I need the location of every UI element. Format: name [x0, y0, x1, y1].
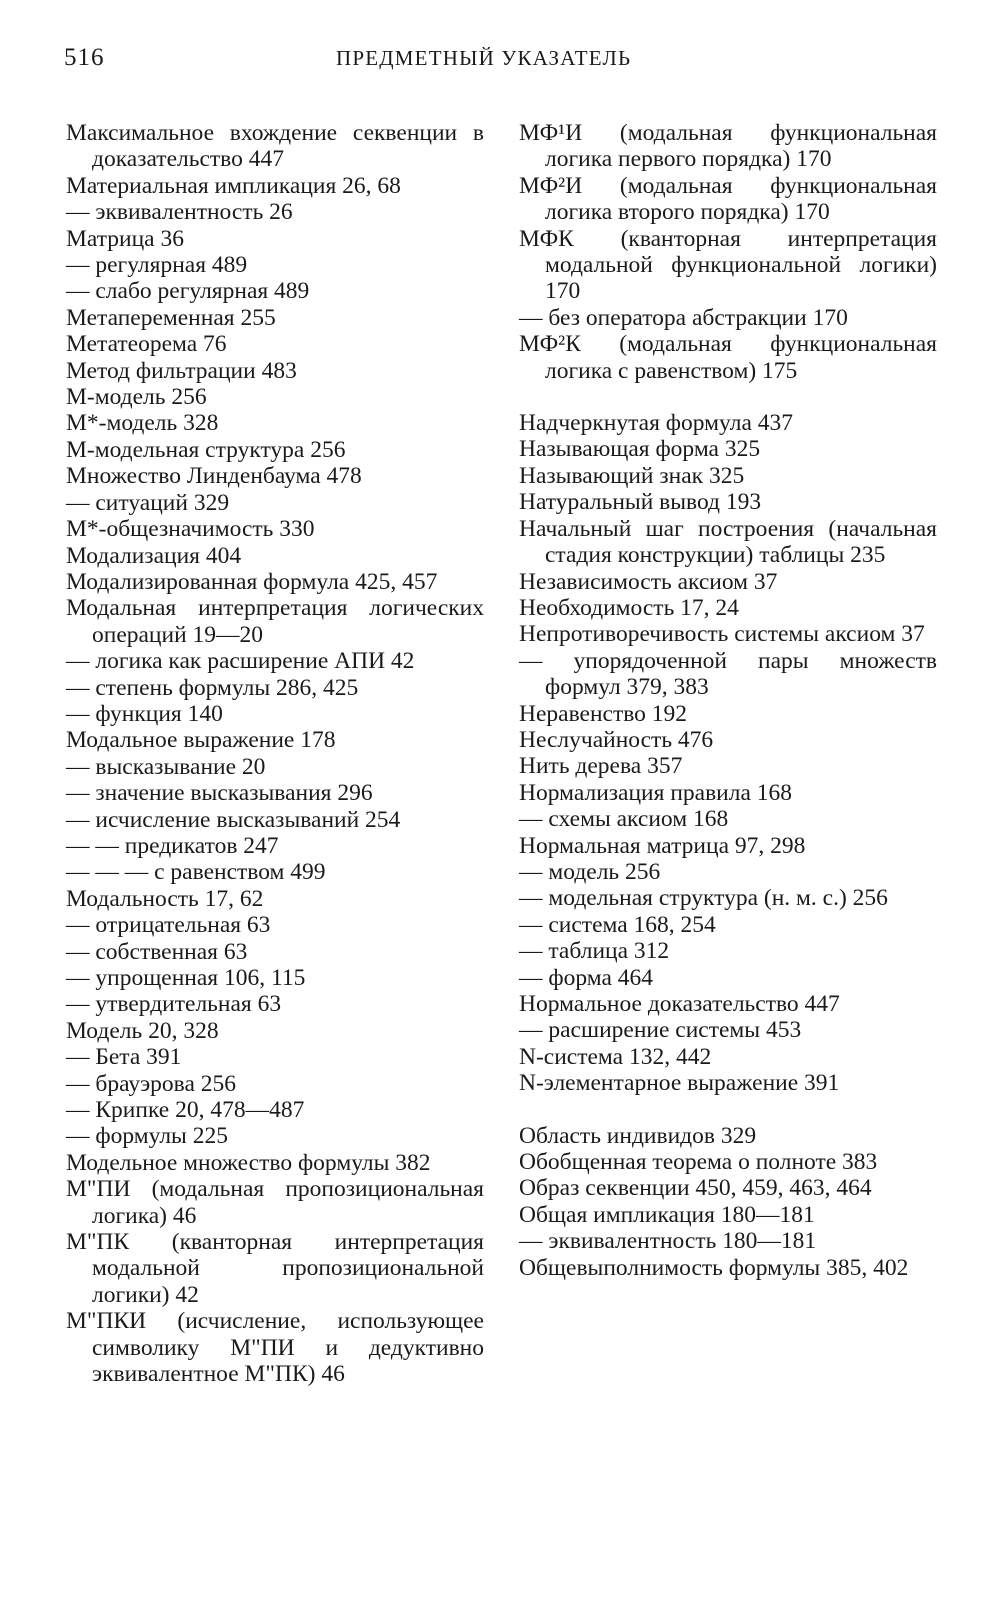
index-entry: Модализация 404: [66, 542, 242, 569]
index-entry: — высказывание 20: [66, 753, 266, 780]
index-entry: Надчеркнутая формула 437: [519, 410, 794, 437]
index-entry: Материальная импликация 26, 68: [66, 172, 401, 199]
index-entry: Модальная интерпретация логических операций 19—20: [66, 595, 484, 648]
index-entry: — — предикатов 247: [66, 832, 279, 859]
index-entry: M*-модель 328: [66, 410, 219, 437]
index-entry: МФ²К (модальная функциональная логика с равенством) 175: [519, 331, 937, 384]
index-entry: — таблица 312: [519, 938, 670, 965]
index-entry: — Бета 391: [66, 1044, 182, 1071]
index-entry: — модель 256: [519, 858, 661, 885]
index-entry: Общая импликация 180—181: [519, 1201, 815, 1228]
index-entry: Нормальная матрица 97, 298: [519, 832, 806, 859]
index-entry: M-модель 256: [66, 384, 207, 411]
index-entry: Модельное множество формулы 382: [66, 1149, 431, 1176]
index-entry: Матрица 36: [66, 225, 184, 252]
index-entry: Необходимость 17, 24: [519, 594, 739, 621]
index-entry: Метод фильтрации 483: [66, 357, 297, 384]
index-entry: M-модельная структура 256: [66, 436, 346, 463]
index-entry: — — — с равенством 499: [66, 859, 326, 886]
index-entry: N-элементарное выражение 391: [519, 1070, 840, 1097]
page-header: [64, 44, 944, 78]
index-entry: — упорядоченной пары множеств формул 379, 383: [519, 647, 937, 701]
index-entry: — система 168, 254: [519, 911, 716, 938]
index-entry: — степень формулы 286, 425: [66, 674, 359, 701]
index-entry: — схемы аксиом 168: [519, 806, 729, 833]
group-separator: [519, 1097, 937, 1123]
index-entry: Называющий знак 325: [519, 462, 745, 489]
index-entry: Область индивидов 329: [519, 1122, 757, 1149]
index-entry: Максимальное вхождение секвенции в доказательство 447: [66, 120, 484, 173]
index-entry: Модализированная формула 425, 457: [66, 568, 438, 595]
index-entry: Начальный шаг построения (начальная стадия конструкции) таблицы 235: [519, 515, 937, 569]
index-entry: М"ПИ (модальная пропозициональная логика) 46: [66, 1176, 484, 1229]
index-entry: N-система 132, 442: [519, 1043, 712, 1070]
page-number: 516: [64, 44, 105, 71]
running-head: ПРЕДМЕТНЫЙ УКАЗАТЕЛЬ: [336, 46, 632, 70]
index-entry: Модальное выражение 178: [66, 727, 336, 754]
index-entry: Общевыполнимость формулы 385, 402: [519, 1254, 909, 1281]
index-entry: М"ПК (кванторная интерпретация модальной пропозициональной логики) 42: [66, 1229, 484, 1308]
index-entry: M*-общезначимость 330: [66, 516, 315, 543]
index-entry: Называющая форма 325: [519, 436, 761, 463]
index-entry: МФК (кванторная интерпретация модальной функциональной логики) 170: [519, 225, 937, 305]
index-entry: — форма 464: [519, 964, 654, 991]
index-group-n: [519, 410, 937, 1097]
index-entry: М"ПКИ (исчисление, использующее символику М"ПИ и дедуктивно эквивалентное М"ПК) 46: [66, 1308, 484, 1388]
index-entry: Нормализация правила 168: [519, 779, 793, 806]
index-entry: — расширение системы 453: [519, 1017, 802, 1044]
index-entry: — эквивалентность 26: [66, 199, 293, 226]
index-entry: — утвердительная 63: [66, 991, 282, 1018]
index-entry: Множество Линденбаума 478: [66, 463, 362, 490]
index-entry: — без оператора абстракции 170: [519, 304, 848, 331]
index-column-right: [519, 120, 937, 1281]
index-entry: Модель 20, 328: [66, 1017, 219, 1044]
index-entry: Натуральный вывод 193: [519, 489, 762, 516]
index-entry: — значение высказывания 296: [66, 780, 373, 807]
index-entry: — исчисление высказываний 254: [66, 806, 401, 833]
index-entry: Образ секвенции 450, 459, 463, 464: [519, 1175, 872, 1202]
index-group-m: [519, 120, 937, 384]
index-entry: — эквивалентность 180—181: [519, 1228, 817, 1255]
index-entry: — упрощенная 106, 115: [66, 965, 306, 991]
index-entry: Модальность 17, 62: [66, 885, 264, 912]
index-entry: Нить дерева 357: [519, 753, 683, 780]
index-entry: Непротиворечивость системы аксиом 37: [519, 621, 925, 648]
index-entry: Обобщенная теорема о полноте 383: [519, 1149, 878, 1176]
index-entry: Неслучайность 476: [519, 726, 714, 753]
index-entry: — отрицательная 63: [66, 912, 271, 939]
index-group-o: [519, 1123, 937, 1281]
index-entry: Метатеорема 76: [66, 331, 227, 358]
index-entry: — слабо регулярная 489: [66, 278, 310, 305]
group-separator: [519, 384, 937, 410]
index-entry: МФ²И (модальная функциональная логика второго порядка) 170: [519, 172, 937, 226]
index-column-left: [66, 120, 484, 1388]
index-entry: — модельная структура (н. м. с.) 256: [519, 885, 888, 912]
index-entry: — Крипке 20, 478—487: [66, 1097, 305, 1124]
index-entry: — функция 140: [66, 700, 223, 727]
index-entry: — логика как расширение АПИ 42: [66, 648, 415, 675]
index-entry: Нормальное доказательство 447: [519, 991, 840, 1017]
index-entry: Неравенство 192: [519, 700, 688, 727]
index-entry: — регулярная 489: [66, 252, 248, 279]
index-entry: Метапеременная 255: [66, 304, 276, 331]
index-entry: — брауэрова 256: [66, 1070, 236, 1097]
index-entry: — собственная 63: [66, 938, 248, 965]
index-entry: МФ¹И (модальная функциональная логика первого порядка) 170: [519, 120, 937, 173]
index-entry: — ситуаций 329: [66, 489, 230, 516]
index-entry: Независимость аксиом 37: [519, 568, 778, 595]
index-entry: — формулы 225: [66, 1123, 228, 1150]
